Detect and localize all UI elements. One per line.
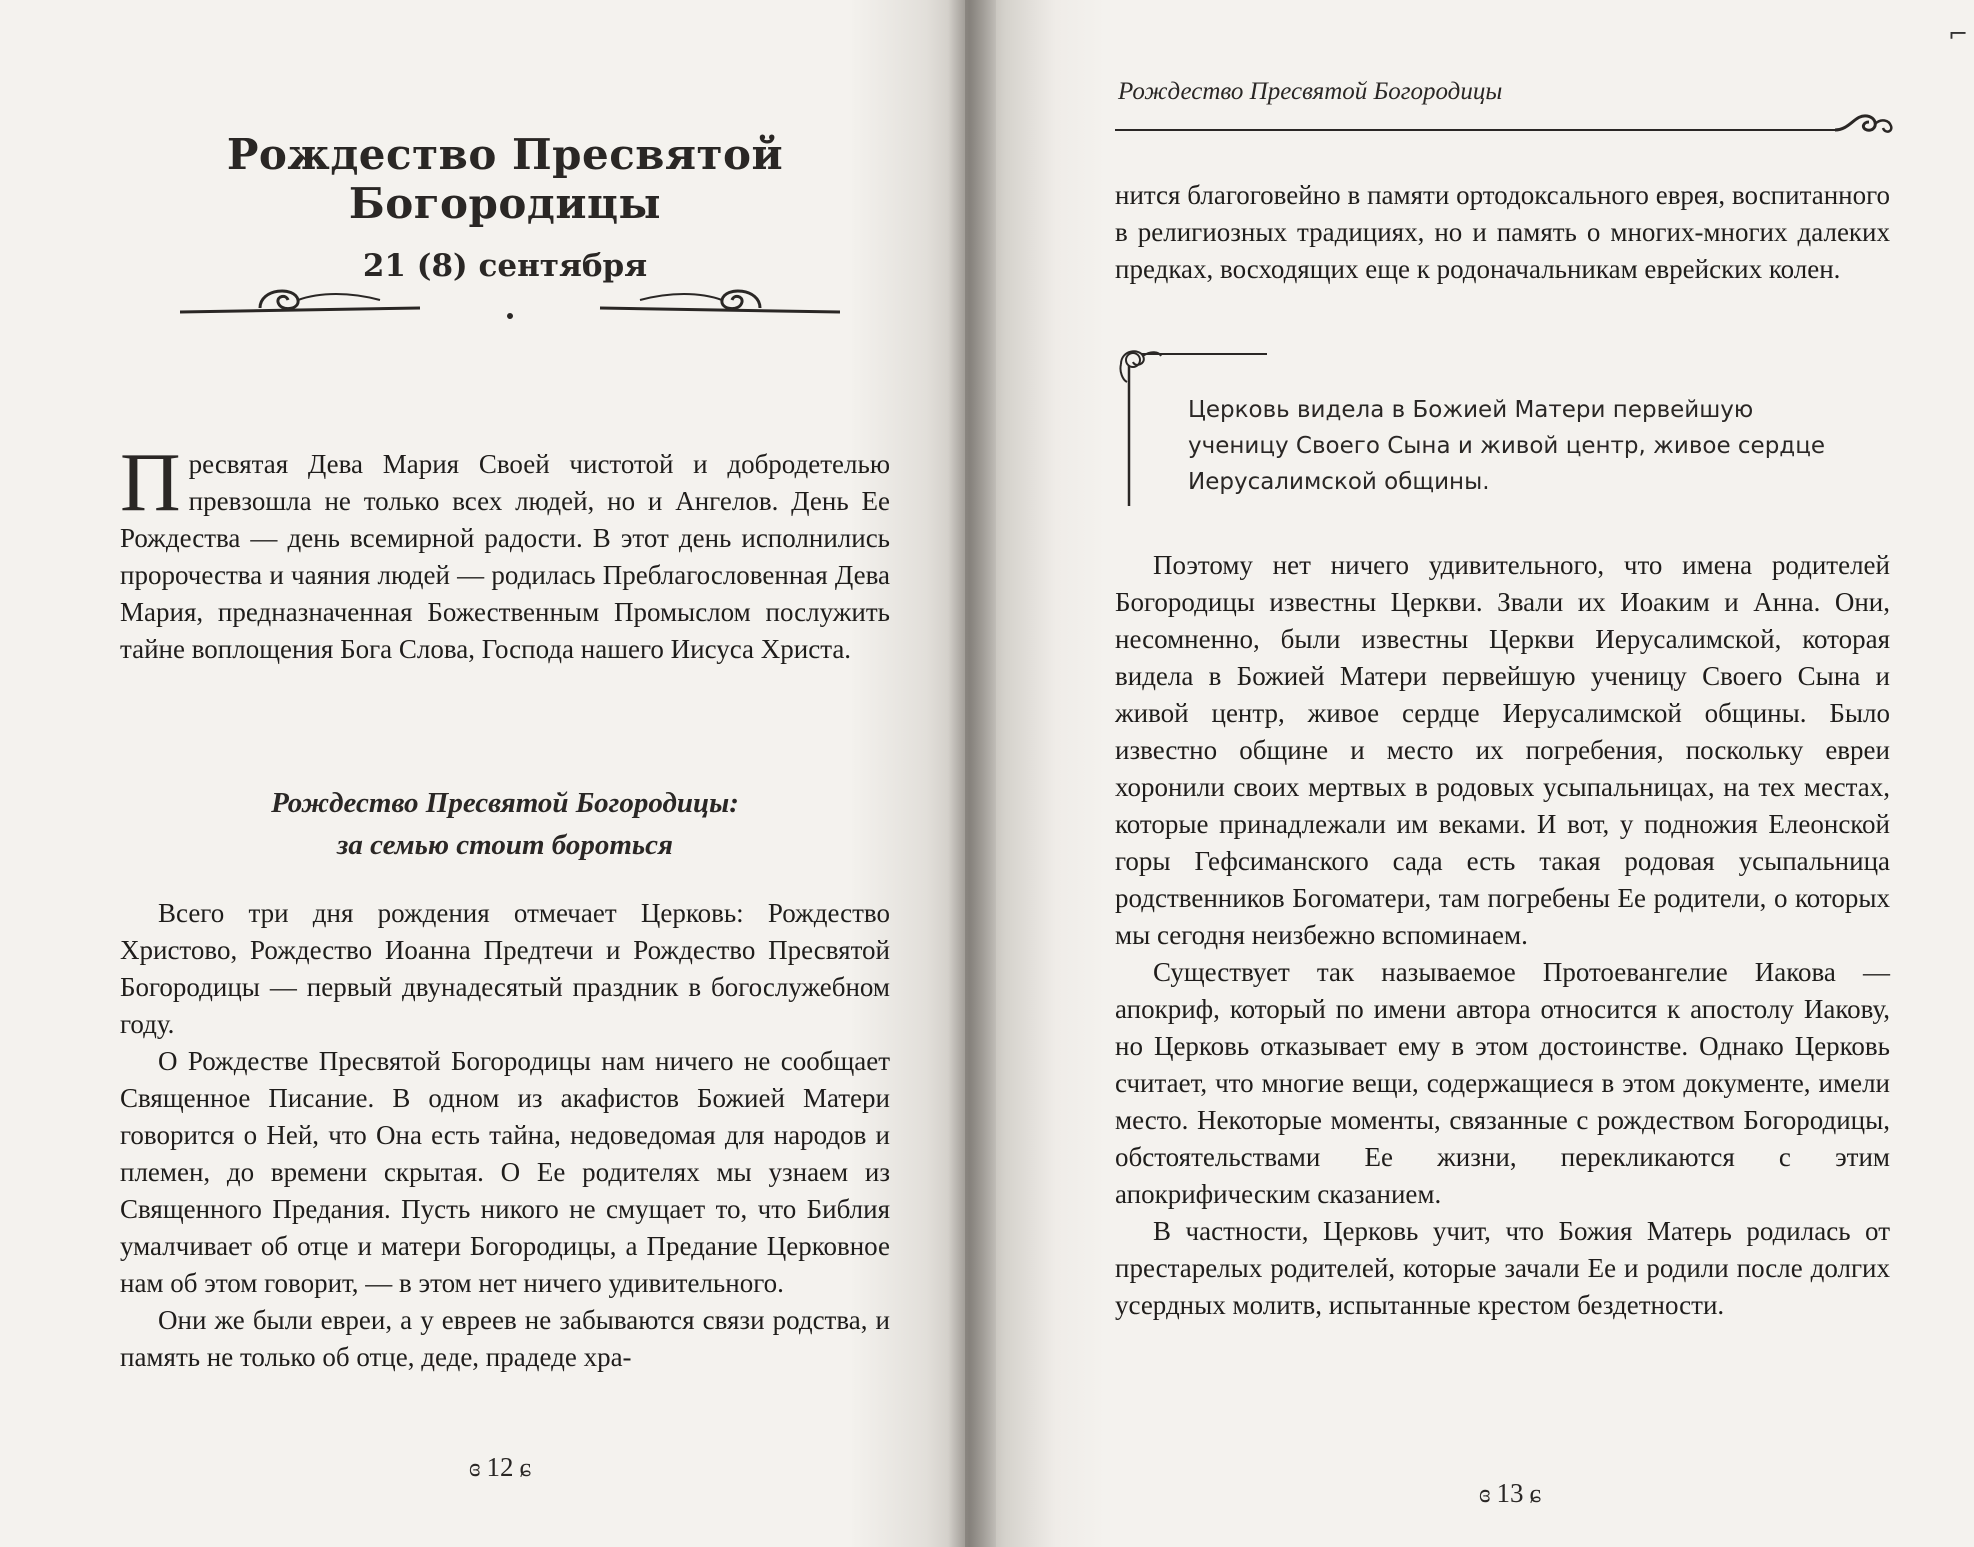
folio-ornament-icon: ɞ — [468, 1453, 481, 1482]
paragraph: Существует так называемое Протоевангелие Иакова — апокриф, который по имени автора относится к апостолу Иакову, но Церковь отказывает ему в этом достоинстве. Однако Церковь считает, что многие вещи, содержащиеся в этом документе, имели место. Некоторые моменты, связанные с рождеством Богородицы, обстоятельствами Ее жизни, перекликаются с этим апокрифическим сказанием. — [1115, 957, 1890, 1209]
paragraph: Они же были евреи, а у евреев не забываются связи родства, и память не только об отце, деде, прадеде хра- — [120, 1305, 890, 1372]
folio-ornament-icon: ɕ — [519, 1453, 532, 1482]
lead-paragraph — [120, 436, 890, 668]
paragraph: Поэтому нет ничего удивительного, что имена родителей Богородицы известны Церкви. Звали их Иоаким и Анна. Они, несомненно, были известны Церкви Иерусалимской, которая видела в Божией Матери первейшую ученицу Своего Сына и живой центр, живое сердце Иерусалимской общины. Было известно общине и место их погребения, поскольку евреи хоронили своих мертвых в родовых усыпальницах, на тех местах, которые принадлежали им веками. И вот, у подножия Елеонской горы Гефсиманского сада есть такая родовая усыпальница родственников Богоматери, там погребены Ее родители, о которых мы сегодня неизбежно вспоминаем. — [1115, 550, 1890, 950]
folio-ornament-icon: ɞ — [1478, 1479, 1491, 1508]
corner-mark-icon: ⌐ — [1948, 20, 1969, 48]
page-number: 13 — [1496, 1478, 1524, 1508]
drop-cap: П — [120, 436, 181, 529]
chapter-title: Рождество Пресвятой Богородицы — [226, 130, 784, 228]
folio-ornament-icon: ɕ — [1529, 1479, 1542, 1508]
lead-text: ресвятая Дева Мария Своей чистотой и добродетелью превзошла не только всех людей, но и Ангелов. День Ее Рождества — день всемирной радости. В этот день исполнились пророчества и чаяния людей — родилась Преблагословенная Дева Мария, предназначенная Божественным Промыслом послужить тайне воплощения Бога Слова, Господа нашего Иисуса Христа. — [120, 449, 890, 664]
subheading-line-2: за семью стоит бороться — [337, 829, 673, 861]
paragraph: нится благоговейно в памяти ортодоксального еврея, воспитанного в религиозных традициях, но и память о многих-многих далеких предках, восходящих еще к родоначальникам еврейских колен. — [1115, 180, 1890, 284]
pull-quote: Церковь видела в Божией Матери первейшую ученицу Своего Сына и живой центр, живое сердце Иерусалимской общины. — [1188, 397, 1826, 495]
paragraph: Всего три дня рождения отмечает Церковь: Рождество Христово, Рождество Иоанна Предтечи и Рождество Пресвятой Богородицы — первый двунадесятый праздник в богослужебном году. — [120, 898, 890, 1039]
right-body-text — [1115, 547, 1890, 1324]
book-gutter — [948, 0, 996, 1547]
page-number-right — [1430, 1478, 1590, 1509]
paragraph: В частности, Церковь учит, что Божия Матерь родилась от престарелых родителей, которые зачали Ее и родили после долгих усердных молитв, испытанные крестом бездетности. — [1115, 1216, 1890, 1320]
left-body-text — [120, 895, 890, 1376]
flourish-divider-icon — [180, 278, 840, 322]
paragraph: О Рождестве Пресвятой Богородицы нам ничего не сообщает Священное Писание. В одном из акафистов Божией Матери говорится о Ней, что Она есть тайна, недоведомая для народов и племен, до времени скрытая. О Ее родителях мы узнаем из Священного Предания. Пусть никого не смущает то, что Библия умалчивает об отце и матери Богородицы, а Предание Церковное нам об этом говорит, — в этом нет ничего удивительного. — [120, 1046, 890, 1298]
page-number-left — [420, 1452, 580, 1483]
section-subheading — [120, 782, 890, 866]
page-number: 12 — [486, 1452, 514, 1482]
running-head: Рождество Пресвятой Богородицы — [1118, 78, 1503, 105]
subheading-line-1: Рождество Пресвятой Богородицы: — [271, 787, 739, 819]
continuation-paragraph — [1115, 177, 1890, 288]
chapter-date: 21 (8) сентября — [362, 248, 648, 284]
header-rule-icon — [1115, 100, 1895, 140]
